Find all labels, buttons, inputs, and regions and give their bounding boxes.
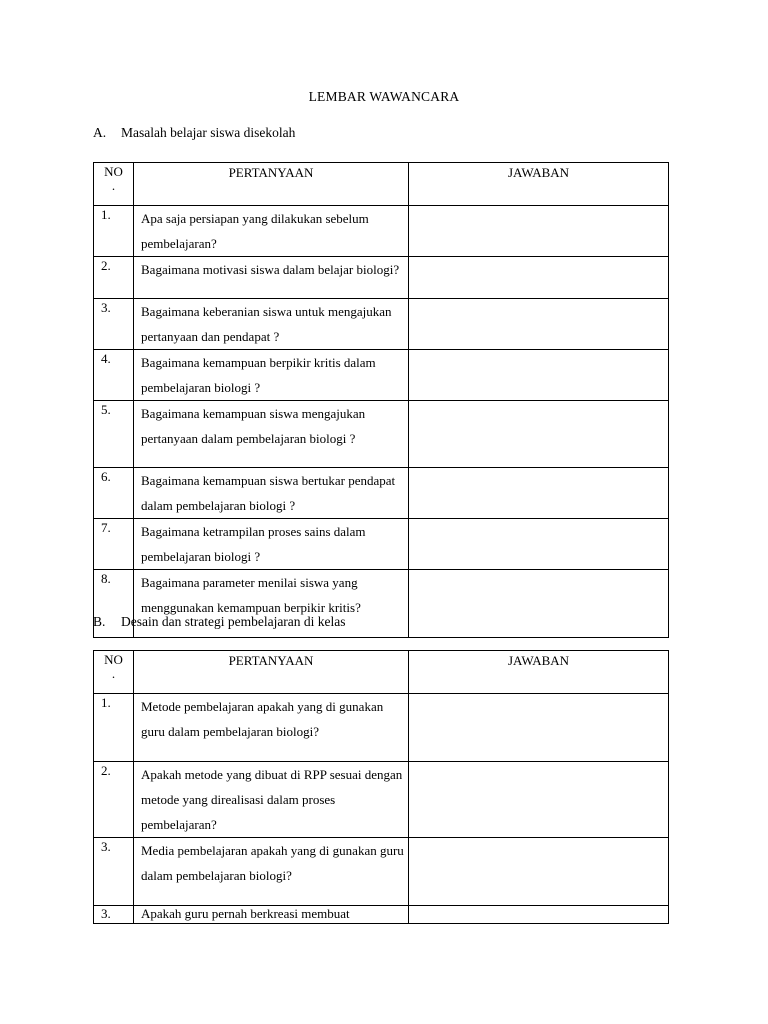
column-header-question: PERTANYAAN [134, 163, 409, 206]
table-row [94, 299, 669, 350]
row-number: 3. [94, 906, 134, 924]
row-number: 1. [94, 694, 134, 762]
section-a-heading [93, 125, 295, 141]
table-row [94, 762, 669, 838]
row-number: 8. [94, 570, 134, 638]
table-row [94, 206, 669, 257]
question-cell: Bagaimana kemampuan siswa mengajukan pertanyaan dalam pembelajaran biologi ? [134, 401, 409, 468]
answer-cell[interactable] [409, 401, 669, 468]
section-title: Desain dan strategi pembelajaran di kelas [121, 614, 346, 629]
question-cell: Bagaimana keberanian siswa untuk mengajukan pertanyaan dan pendapat ? [134, 299, 409, 350]
table-row [94, 906, 669, 924]
row-number: 7. [94, 519, 134, 570]
answer-cell[interactable] [409, 762, 669, 838]
question-cell: Apa saja persiapan yang dilakukan sebelum pembelajaran? [134, 206, 409, 257]
column-header-no: NO . [94, 163, 134, 206]
row-number: 4. [94, 350, 134, 401]
row-number: 5. [94, 401, 134, 468]
table-header-row [94, 163, 669, 206]
answer-cell[interactable] [409, 206, 669, 257]
answer-cell[interactable] [409, 570, 669, 638]
row-number: 3. [94, 299, 134, 350]
section-title: Masalah belajar siswa disekolah [121, 125, 296, 140]
column-header-answer: JAWABAN [409, 651, 669, 694]
table-row [94, 401, 669, 468]
question-cell: Media pembelajaran apakah yang di gunakan guru dalam pembelajaran biologi? [134, 838, 409, 906]
section-letter: A. [93, 125, 107, 140]
question-cell: Apakah metode yang dibuat di RPP sesuai dengan metode yang direalisasi dalam proses pembelajaran? [134, 762, 409, 838]
answer-cell[interactable] [409, 519, 669, 570]
table-row [94, 350, 669, 401]
table-row [94, 519, 669, 570]
row-number: 3. [94, 838, 134, 906]
table-row [94, 694, 669, 762]
question-cell: Bagaimana kemampuan siswa bertukar pendapat dalam pembelajaran biologi ? [134, 468, 409, 519]
table-header-row [94, 651, 669, 694]
answer-cell[interactable] [409, 838, 669, 906]
table-row [94, 838, 669, 906]
question-table-b [93, 650, 669, 924]
question-table-a [93, 162, 669, 638]
question-cell: Bagaimana motivasi siswa dalam belajar biologi? [134, 257, 409, 299]
answer-cell[interactable] [409, 694, 669, 762]
section-b-heading [93, 614, 346, 630]
section-letter: B. [93, 614, 106, 629]
answer-cell[interactable] [409, 906, 669, 924]
column-header-no: NO . [94, 651, 134, 694]
question-cell: Bagaimana parameter menilai siswa yang menggunakan kemampuan berpikir kritis? [134, 570, 409, 638]
answer-cell[interactable] [409, 299, 669, 350]
row-number: 6. [94, 468, 134, 519]
table-row [94, 257, 669, 299]
answer-cell[interactable] [409, 257, 669, 299]
question-cell: Bagaimana kemampuan berpikir kritis dalam pembelajaran biologi ? [134, 350, 409, 401]
question-cell: Metode pembelajaran apakah yang di gunakan guru dalam pembelajaran biologi? [134, 694, 409, 762]
question-cell: Apakah guru pernah berkreasi membuat [134, 906, 409, 924]
row-number: 2. [94, 762, 134, 838]
row-number: 2. [94, 257, 134, 299]
column-header-answer: JAWABAN [409, 163, 669, 206]
answer-cell[interactable] [409, 468, 669, 519]
document-title: LEMBAR WAWANCARA [308, 89, 460, 104]
table-row [94, 468, 669, 519]
question-cell: Bagaimana ketrampilan proses sains dalam pembelajaran biologi ? [134, 519, 409, 570]
column-header-question: PERTANYAAN [134, 651, 409, 694]
answer-cell[interactable] [409, 350, 669, 401]
row-number: 1. [94, 206, 134, 257]
